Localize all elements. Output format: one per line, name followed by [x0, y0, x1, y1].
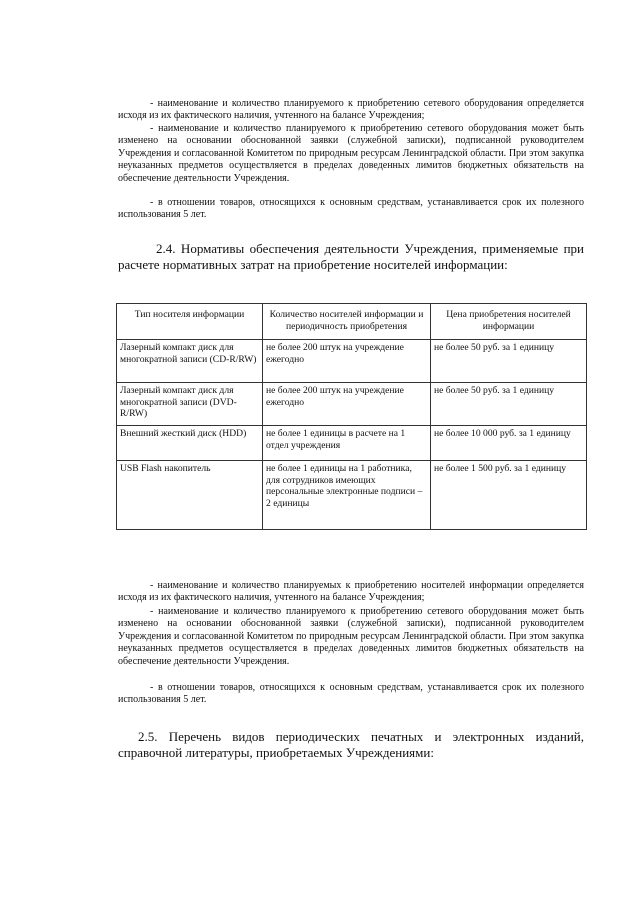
- cell-price: не более 50 руб. за 1 единицу: [431, 340, 587, 383]
- cell-price: не более 50 руб. за 1 единицу: [431, 383, 587, 426]
- section-heading-2-4: 2.4. Нормативы обеспечения деятельности Учреждения, применяемые при расчете нормативных затрат на приобретение носителей информации:: [118, 241, 584, 272]
- cell-price: не более 1 500 руб. за 1 единицу: [431, 461, 587, 530]
- paragraph-media-quantity: - наименование и количество планируемых к приобретению носителей информации определяется исходя из их фактического наличия, учтенного на балансе Учреждения;: [118, 580, 584, 604]
- cell-quantity: не более 1 единицы на 1 работника, для сотрудников имеющих персональные электронные подписи – 2 единицы: [263, 461, 431, 530]
- paragraph-network-change: - наименование и количество планируемого к приобретению сетевого оборудования может быть изменено на основании обоснованной заявки (служебной записки), подписанной руководителем Учреждения и согласованной Комитетом по природным ресурсам Ленинградской области. При этом закупка неуказанных предметов осуществляется в пределах доведенных лимитов бюджетных обязательств на обеспечение деятельности Учреждения.: [118, 123, 584, 184]
- table-row: [117, 383, 587, 426]
- table-row: [117, 426, 587, 461]
- cell-price: не более 10 000 руб. за 1 единицу: [431, 426, 587, 461]
- media-norms-table: [116, 303, 587, 530]
- cell-media-type: Лазерный компакт диск для многократной записи (CD-R/RW): [117, 340, 263, 383]
- header-quantity: Количество носителей информации и периодичность приобретения: [263, 304, 431, 340]
- table-row: [117, 340, 587, 383]
- table-header-row: [117, 304, 587, 340]
- cell-quantity: не более 1 единицы в расчете на 1 отдел учреждения: [263, 426, 431, 461]
- paragraph-media-change: - наименование и количество планируемого к приобретению сетевого оборудования может быть изменено на основании обоснованной заявки (служебной записки), подписанной руководителем Учреждения и согласованной Комитетом по природным ресурсам Ленинградской области. При этом закупка неуказанных предметов осуществляется в пределах доведенных лимитов бюджетных обязательств на обеспечение деятельности Учреждения.: [118, 606, 584, 667]
- cell-quantity: не более 200 штук на учреждение ежегодно: [263, 383, 431, 426]
- cell-media-type: Внешний жесткий диск (HDD): [117, 426, 263, 461]
- cell-media-type: USB Flash накопитель: [117, 461, 263, 530]
- paragraph-network-lifetime: - в отношении товаров, относящихся к основным средствам, устанавливается срок их полезного использования 5 лет.: [118, 197, 584, 221]
- cell-media-type: Лазерный компакт диск для многократной записи (DVD-R/RW): [117, 383, 263, 426]
- cell-quantity: не более 200 штук на учреждение ежегодно: [263, 340, 431, 383]
- header-media-type: Тип носителя информации: [117, 304, 263, 340]
- paragraph-network-quantity: - наименование и количество планируемого к приобретению сетевого оборудования определяется исходя из их фактического наличия, учтенного на балансе Учреждения;: [118, 98, 584, 122]
- header-price: Цена приобретения носителей информации: [431, 304, 587, 340]
- table-row: [117, 461, 587, 530]
- paragraph-media-lifetime: - в отношении товаров, относящихся к основным средствам, устанавливается срок их полезного использования 5 лет.: [118, 682, 584, 706]
- section-heading-2-5: 2.5. Перечень видов периодических печатных и электронных изданий, справочной литературы, приобретаемых Учреждениями:: [118, 729, 584, 760]
